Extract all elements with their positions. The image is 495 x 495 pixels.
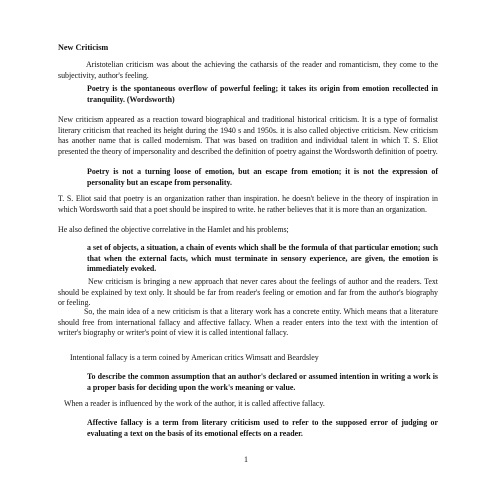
paragraph-affective-fallacy: When a reader is influenced by the work of the author, it is called affective fallacy. — [64, 399, 325, 408]
paragraph-eliot: T. S. Eliot said that poetry is an organization rather than inspiration. he doesn't believe in the theory of inspiration in which Wordsworth said that a poet should be inspired to write. he rather believes that it is more than an organization. — [58, 194, 438, 214]
paragraph-aristotelian: Aristotelian criticism was about the achieving the catharsis of the reader and romanticism, they come to the subjectivity, author's feeling. — [58, 60, 438, 80]
paragraph-main-idea: So, the main idea of a new criticism is that a literary work has a concrete entity. Which means that a literature should free from international fallacy and affective fallacy. When a reader enters into the text with the intention of writer's biography or writer's point of view it is called intentional fallacy. — [58, 307, 438, 338]
quote-wordsworth-text: Poetry is the spontaneous overflow of powerful feeling; it takes its origin from emotion recollected in tranquility. — [87, 84, 438, 104]
paragraph-intentional-fallacy: Intentional fallacy is a term coined by American critics Wimsatt and Beardsley — [70, 353, 319, 362]
quote-intentional-fallacy: To describe the common assumption that an author's declared or assumed intention in writing a work is a proper basis for deciding upon the work's meaning or value. — [87, 372, 438, 392]
paragraph-objective-correlative: He also defined the objective correlative in the Hamlet and his problems; — [58, 225, 289, 234]
quote-objective-correlative: a set of objects, a situation, a chain of events which shall be the formula of that particular emotion; such that when the external facts, which must terminate in sensory experience, are given, the emotion is immediately evoked. — [87, 243, 438, 274]
paragraph-new-criticism: New criticism appeared as a reaction toward biographical and traditional historical criticism. It is a type of formalist literary criticism that reached its height during the 1940 s and 1950s. it is also called objective criticism. New criticism has another name that is called modernism. That was based on tradition and individual talent in which T. S. Eliot presented the theory of impersonality and described the definition of poetry against the Wordsworth definition of poetry. — [58, 115, 438, 156]
quote-eliot: Poetry is not a turning loose of emotion, but an escape from emotion; it is not the expression of personality but an escape from personality. — [87, 167, 438, 187]
quote-wordsworth-author: (Wordsworth) — [124, 94, 175, 104]
quote-affective-fallacy: Affective fallacy is a term from literary criticism used to refer to the supposed error of judging or evaluating a text on the basis of its emotional effects on a reader. — [87, 418, 438, 438]
paragraph-new-approach: New criticism is bringing a new approach that never cares about the feelings of author and the readers. Text should be explained by text only. It should be far from reader's feeling or emotion and far from the author's biography or feeling. — [58, 277, 438, 308]
quote-wordsworth — [87, 84, 438, 105]
page-title: New Criticism — [58, 43, 109, 52]
page-number: 1 — [244, 455, 248, 464]
